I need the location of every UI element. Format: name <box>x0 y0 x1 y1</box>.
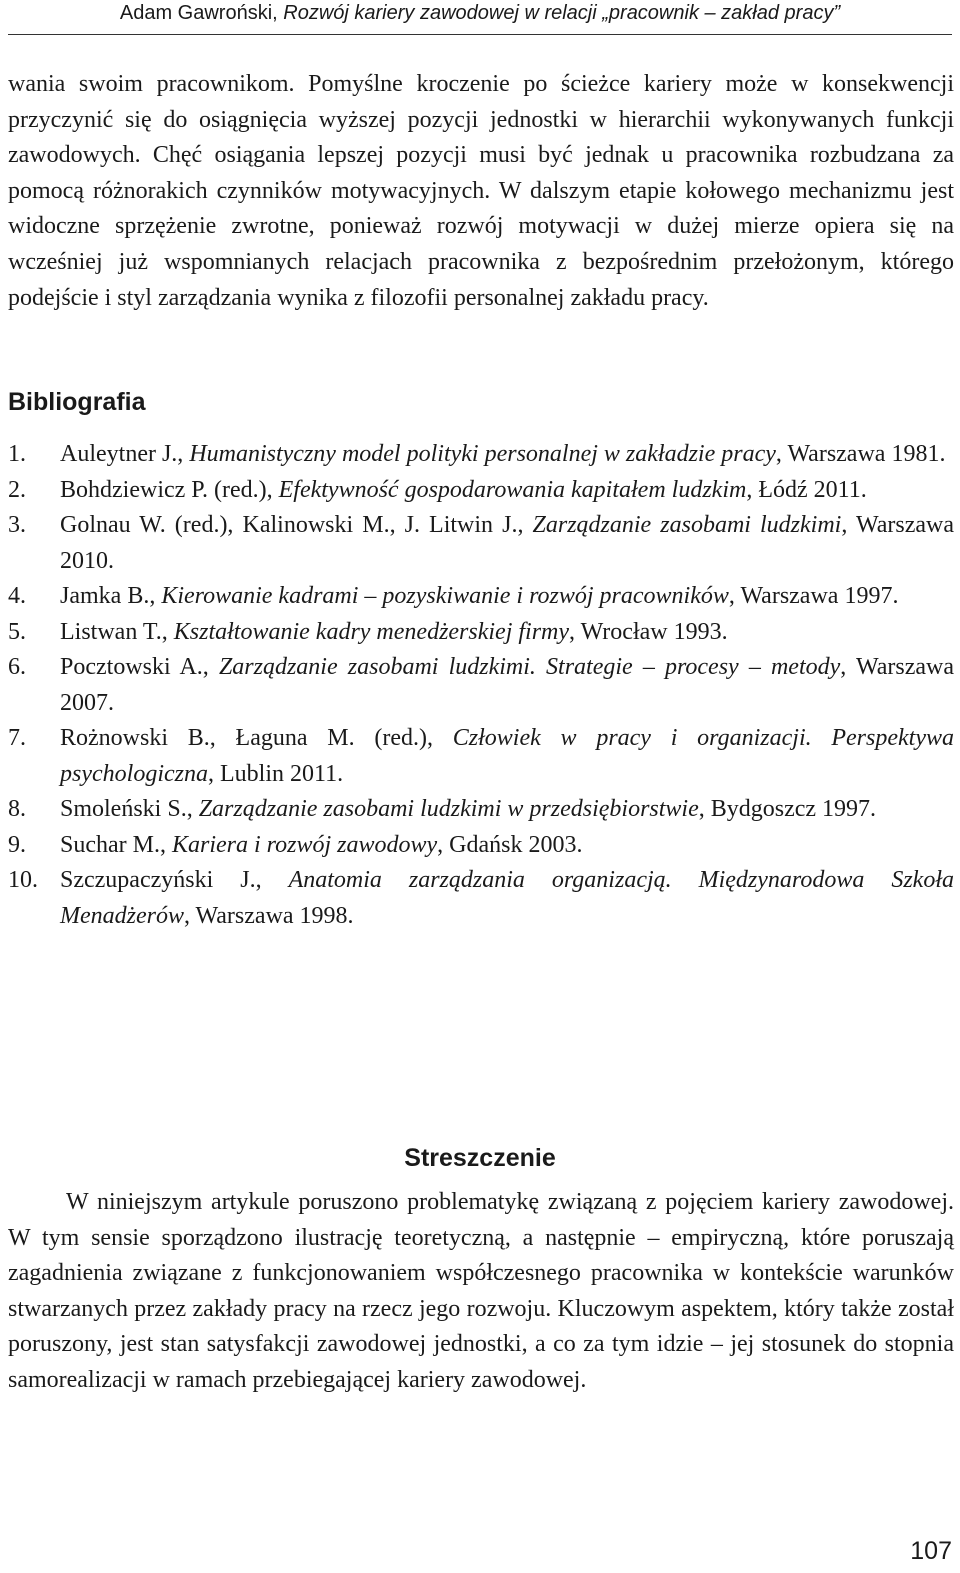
entry-authors: Rożnowski B., Łaguna M. (red.), <box>60 725 453 751</box>
bibliography-entry <box>8 437 954 473</box>
entry-authors: Auleytner J., <box>60 441 190 467</box>
entry-authors: Bohdziewicz P. (red.), <box>60 476 279 503</box>
entry-authors: Listwan T., <box>60 618 174 645</box>
entry-title: Człowiek w pracy i organizacji. Perspektywa psychologiczna <box>60 725 954 787</box>
entry-publication: , Warszawa 2007. <box>60 654 954 716</box>
entry-number: 1. <box>8 441 26 467</box>
bibliography-entry <box>8 615 954 651</box>
entry-publication: , Łódź 2011. <box>746 476 867 503</box>
bibliography-entry <box>8 508 954 579</box>
entry-title: Kariera i rozwój zawodowy <box>171 831 438 858</box>
entry-authors: Jamka B., <box>60 583 162 609</box>
abstract-paragraph: W niniejszym artykule poruszono problematykę związaną z pojęciem kariery zawodowej. W tym sensie sporządzono ilustrację teoretyczną, a następnie – empiryczną, które poruszają zagadnienia związane z funkcjonowaniem współczesnego pracownika w kontekście warunków stwarzanych przez zakłady pracy na rzecz jego rozwoju. Kluczowym aspektem, który także został poruszony, jest stan satysfakcji zawodowej jednostki, a co za tym idzie – jej stosunek do stopnia samorealizacji w ramach przebiegającej kariery zawodowej. <box>8 1189 954 1393</box>
entry-title: Kierowanie kadrami – pozyskiwanie i rozwój pracowników <box>161 583 729 609</box>
entry-authors: Szczupaczyński J., <box>60 867 289 893</box>
running-head-title: Rozwój kariery zawodowej w relacji „pracownik – zakład pracy” <box>283 2 841 24</box>
entry-title: Kształtowanie kadry menedżerskiej firmy <box>173 618 570 645</box>
entry-publication: , Bydgoszcz 1997. <box>698 796 877 822</box>
entry-title: Zarządzanie zasobami ludzkimi <box>532 512 842 538</box>
bibliography-entry <box>8 473 954 509</box>
entry-authors: Pocztowski A., <box>60 654 219 680</box>
entry-publication: , Lublin 2011. <box>207 760 344 787</box>
entry-number: 8. <box>8 796 26 822</box>
entry-title: Zarządzanie zasobami ludzkimi w przedsiębiorstwie <box>198 796 699 822</box>
body-paragraph: wania swoim pracownikom. Pomyślne kroczenie po ścieżce kariery może w konsekwencji przyczynić się do osiągnięcia wyższej pozycji jednostki w hierarchii wykonywanych funkcji zawodowych. Chęć osiągania lepszej pozycji musi być jednak u pracownika rozbudzana za pomocą różnorakich czynników motywacyjnych. W dalszym etapie kołowego mechanizmu jest widoczne sprzężenie zwrotne, ponieważ rozwój motywacji w dużej mierze opiera się na wcześniej już wspomnianych relacjach pracownika z bezpośrednim przełożonym, którego podejście i styl zarządzania wynika z filozofii personalnej zakładu pracy. <box>8 71 954 311</box>
entry-number: 2. <box>8 476 26 503</box>
bibliography-entry <box>8 650 954 721</box>
entry-publication: , Warszawa 1981. <box>775 441 946 467</box>
entry-authors: Golnau W. (red.), Kalinowski M., J. Litwin J., <box>60 512 533 538</box>
bibliography-entry <box>8 579 954 615</box>
bibliography-entry <box>8 792 954 828</box>
entry-publication: , Warszawa 1997. <box>728 583 899 609</box>
entry-title: Zarządzanie zasobami ludzkimi. Strategie – procesy – metody <box>218 654 841 680</box>
entry-authors: Suchar M., <box>60 831 172 858</box>
entry-number: 6. <box>8 654 26 680</box>
bibliography-list <box>8 437 954 934</box>
entry-title: Anatomia zarządzania organizacją. Międzynarodowa Szkoła Menadżerów <box>60 867 955 929</box>
entry-title: Humanistyczny model polityki personalnej w zakładzie pracy <box>189 441 776 467</box>
page-number: 107 <box>910 1537 952 1565</box>
entry-number: 10. <box>8 867 38 893</box>
running-head <box>8 0 952 35</box>
abstract-heading: Streszczenie <box>404 1144 556 1172</box>
entry-publication: , Gdańsk 2003. <box>437 831 583 858</box>
running-head-author: Adam Gawroński, <box>119 2 284 24</box>
bibliography-entry <box>8 721 954 792</box>
entry-authors: Smoleński S., <box>60 796 199 822</box>
entry-publication: , Warszawa 2010. <box>60 512 954 574</box>
entry-number: 5. <box>8 618 26 645</box>
entry-number: 4. <box>8 583 26 609</box>
bibliography-entry <box>8 863 954 934</box>
entry-publication: , Wrocław 1993. <box>569 618 728 645</box>
entry-number: 3. <box>8 512 26 538</box>
entry-publication: , Warszawa 1998. <box>183 902 354 929</box>
bibliography-entry <box>8 828 954 864</box>
entry-number: 7. <box>8 725 26 751</box>
entry-title: Efektywność gospodarowania kapitałem ludzkim <box>278 476 747 503</box>
bibliography-heading: Bibliografia <box>8 388 146 416</box>
entry-number: 9. <box>8 831 26 858</box>
